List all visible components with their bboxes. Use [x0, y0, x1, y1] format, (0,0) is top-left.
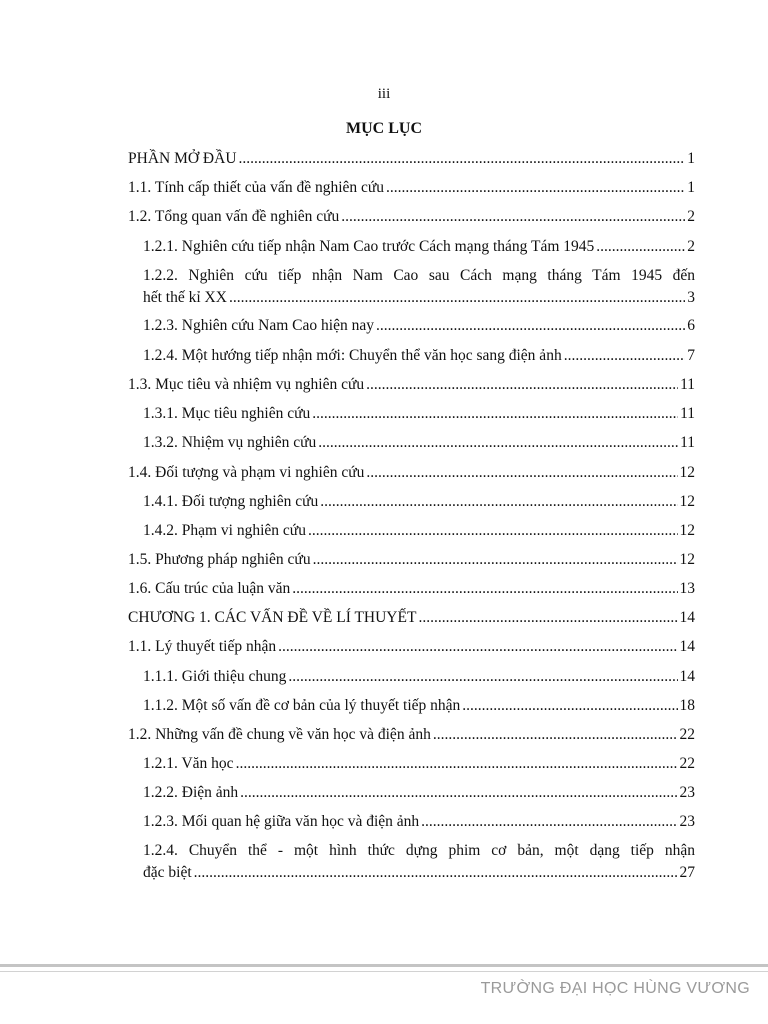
dot-leader — [366, 462, 677, 484]
toc-entry-title: đặc biệt — [143, 864, 192, 881]
dot-leader — [194, 862, 678, 884]
toc-entry-page: 23 — [679, 784, 695, 801]
toc-entry-1-4-2[interactable] — [143, 520, 695, 542]
toc-entry-title: 1.1.1. Giới thiệu chung — [143, 668, 287, 685]
toc-entry-page: 6 — [687, 317, 695, 334]
toc-entry-title: 1.2. Những vấn đề chung về văn học và điện ảnh — [128, 726, 431, 743]
dot-leader — [366, 374, 678, 396]
toc-entry-ch1-1-1-1[interactable] — [143, 666, 695, 688]
toc-entry-page: 18 — [679, 697, 695, 714]
toc-entry-title: 1.2.3. Nghiên cứu Nam Cao hiện nay — [143, 317, 374, 334]
toc-entry-ch1-1-2-4[interactable] — [143, 840, 695, 884]
dot-leader — [376, 315, 685, 337]
toc-entry-title-line1: 1.2.4. Chuyển thể - một hình thức dựng phim cơ bản, một dạng tiếp nhận — [143, 842, 695, 859]
toc-entry-title: 1.1. Lý thuyết tiếp nhận — [128, 638, 277, 655]
toc-entry-1-3-2[interactable] — [143, 432, 695, 454]
dot-leader — [288, 666, 677, 688]
dot-leader — [386, 177, 685, 199]
toc-entry-title: 1.4.2. Phạm vi nghiên cứu — [143, 522, 306, 539]
toc-entry-page: 13 — [679, 580, 695, 597]
toc-entry-1-2-3[interactable] — [143, 315, 695, 337]
toc-entry-page: 14 — [679, 668, 695, 685]
toc-entry-page: 11 — [680, 405, 695, 422]
dot-leader — [564, 345, 686, 367]
toc-entry-page: 12 — [679, 551, 695, 568]
dot-leader — [239, 148, 686, 170]
dot-leader — [320, 491, 677, 513]
toc-entry-title: 1.2.3. Mối quan hệ giữa văn học và điện ảnh — [143, 813, 420, 830]
dot-leader — [462, 695, 677, 717]
toc-entry-ch1-1-2-1[interactable] — [143, 753, 695, 775]
toc-entry-1-4[interactable] — [128, 462, 695, 484]
toc-entry-ch1-1-1-2[interactable] — [143, 695, 695, 717]
toc-entry-page: 2 — [687, 238, 695, 255]
toc-entry-title: PHẦN MỞ ĐẦU — [128, 150, 237, 167]
toc-entry-1-3-1[interactable] — [143, 403, 695, 425]
toc-entry-title: 1.2.4. Một hướng tiếp nhận mới: Chuyển thể văn học sang điện ảnh — [143, 347, 562, 364]
toc-entry-title: 1.3. Mục tiêu và nhiệm vụ nghiên cứu — [128, 376, 365, 393]
toc-entry-page: 11 — [680, 376, 695, 393]
toc-entry-1-2-2[interactable] — [143, 265, 695, 309]
toc-entry-title: hết thế kỉ XX — [143, 289, 227, 306]
dot-leader — [240, 782, 677, 804]
toc-entry-chuong-1[interactable] — [128, 607, 695, 629]
toc-entry-title: 1.4. Đối tượng và phạm vi nghiên cứu — [128, 464, 365, 481]
toc-entry-page: 1 — [687, 179, 695, 196]
toc-entry-1-2-1[interactable] — [143, 236, 695, 258]
toc-entry-page: 14 — [679, 638, 695, 655]
toc-entry-title: 1.5. Phương pháp nghiên cứu — [128, 551, 311, 568]
toc-entry-1-4-1[interactable] — [143, 491, 695, 513]
dot-leader — [236, 753, 678, 775]
toc-entry-page: 14 — [679, 609, 695, 626]
toc-entry-ch1-1-2[interactable] — [128, 724, 695, 746]
toc-entry-title: 1.2. Tổng quan vấn đề nghiên cứu — [128, 208, 340, 225]
toc-entry-page: 23 — [679, 813, 695, 830]
toc-entry-1-3[interactable] — [128, 374, 695, 396]
footer-divider — [0, 964, 768, 972]
toc-entry-page: 27 — [679, 864, 695, 881]
toc-entry-1-2[interactable] — [128, 206, 695, 228]
dot-leader — [278, 636, 677, 658]
toc-entry-page: 22 — [679, 726, 695, 743]
toc-entry-page: 3 — [687, 289, 695, 306]
footer-university-name: TRƯỜNG ĐẠI HỌC HÙNG VƯƠNG — [480, 980, 750, 997]
toc-entry-page: 11 — [680, 434, 695, 451]
page-number: iii — [377, 86, 391, 102]
toc-entry-ch1-1-2-2[interactable] — [143, 782, 695, 804]
toc-entry-page: 12 — [679, 464, 695, 481]
dot-leader — [433, 724, 678, 746]
toc-entry-1-2-4[interactable] — [143, 345, 695, 367]
toc-entry-title: 1.1.2. Một số vấn đề cơ bản của lý thuyết tiếp nhận — [143, 697, 461, 714]
toc-entry-1-1[interactable] — [128, 177, 695, 199]
dot-leader — [292, 578, 677, 600]
toc-entry-page: 7 — [687, 347, 695, 364]
toc-entry-title: 1.3.1. Mục tiêu nghiên cứu — [143, 405, 311, 422]
toc-entry-page: 2 — [687, 208, 695, 225]
toc-entry-title: 1.2.2. Điện ảnh — [143, 784, 239, 801]
toc-entry-title-line1: 1.2.2. Nghiên cứu tiếp nhận Nam Cao sau Cách mạng tháng Tám 1945 đến — [143, 267, 695, 284]
toc-entry-page: 12 — [679, 522, 695, 539]
dot-leader — [318, 432, 678, 454]
toc-entry-page: 12 — [679, 493, 695, 510]
dot-leader — [313, 549, 678, 571]
dot-leader — [341, 206, 685, 228]
toc-entry-title: 1.2.1. Nghiên cứu tiếp nhận Nam Cao trước Cách mạng tháng Tám 1945 — [143, 238, 595, 255]
toc-entry-title: 1.6. Cấu trúc của luận văn — [128, 580, 291, 597]
dot-leader — [421, 811, 677, 833]
toc-entry-title: 1.3.2. Nhiệm vụ nghiên cứu — [143, 434, 317, 451]
dot-leader — [229, 287, 685, 309]
toc-title: MỤC LỤC — [346, 120, 422, 137]
toc-entry-ch1-1-1[interactable] — [128, 636, 695, 658]
toc-entry-title: 1.2.1. Văn học — [143, 755, 234, 772]
toc-entry-1-6[interactable] — [128, 578, 695, 600]
toc-entry-page: 22 — [679, 755, 695, 772]
toc-entry-title: 1.4.1. Đối tượng nghiên cứu — [143, 493, 319, 510]
toc-entry-title: CHƯƠNG 1. CÁC VẤN ĐỀ VỀ LÍ THUYẾT — [128, 609, 417, 626]
toc-entry-page: 1 — [687, 150, 695, 167]
toc-entry-phan-mo-dau[interactable] — [128, 148, 695, 170]
dot-leader — [596, 236, 685, 258]
toc-entry-title: 1.1. Tính cấp thiết của vấn đề nghiên cứu — [128, 179, 385, 196]
dot-leader — [312, 403, 678, 425]
toc-entry-1-5[interactable] — [128, 549, 695, 571]
dot-leader — [418, 607, 677, 629]
toc-entry-ch1-1-2-3[interactable] — [143, 811, 695, 833]
dot-leader — [308, 520, 678, 542]
